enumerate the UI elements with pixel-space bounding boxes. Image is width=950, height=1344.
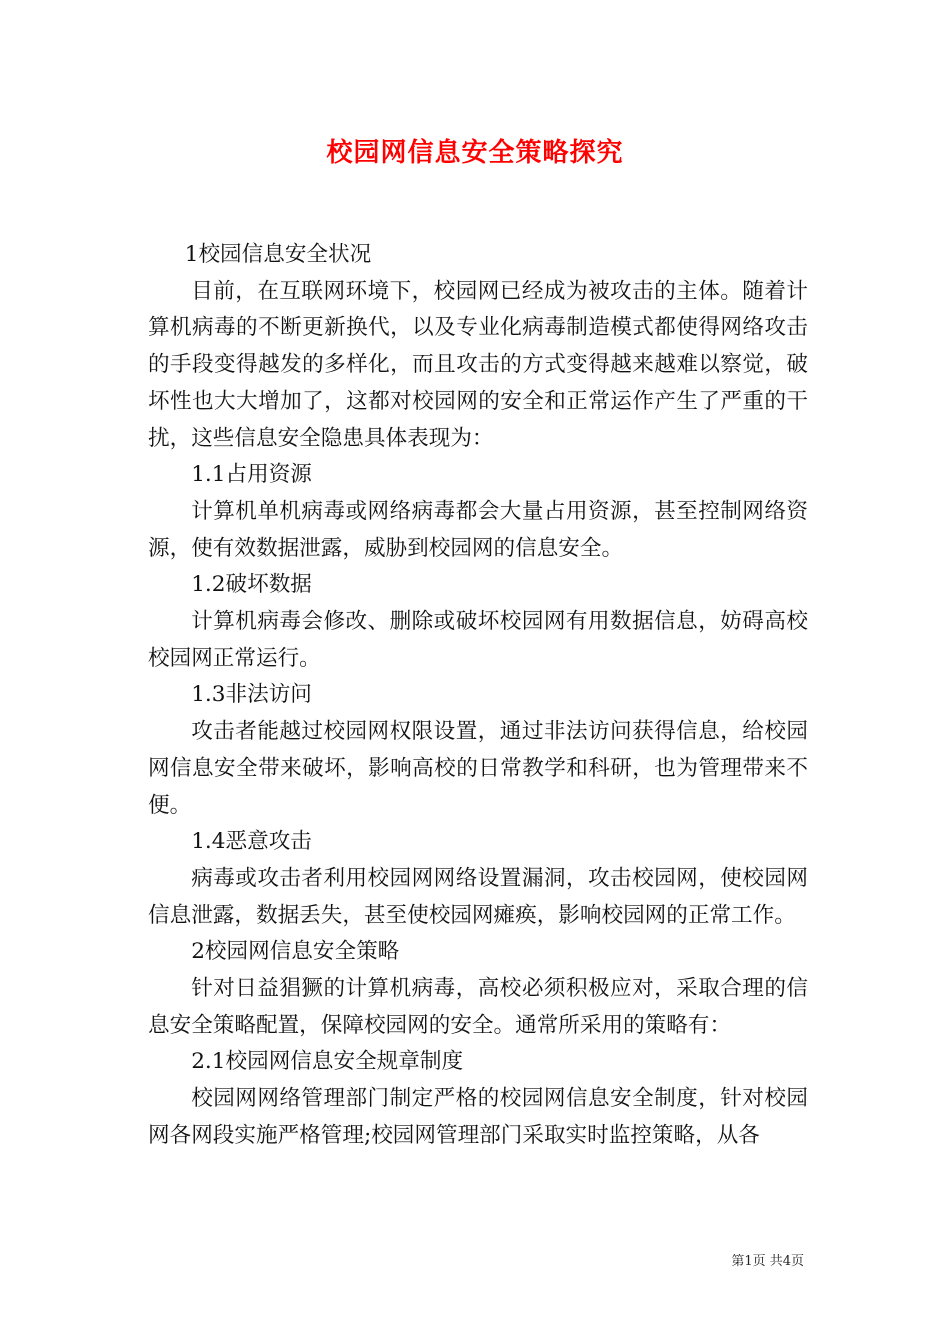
paragraph: 病毒或攻击者利用校园网网络设置漏洞，攻击校园网，使校园网信息泄露，数据丢失，甚至使校园网瘫痪，影响校园网的正常工作。: [148, 865, 808, 928]
document-body: [148, 237, 808, 1155]
paragraph: 目前，在互联网环境下，校园网已经成为被攻击的主体。随着计算机病毒的不断更新换代，以及专业化病毒制造模式都使得网络攻击的手段变得越发的多样化，而且攻击的方式变得越来越难以察觉，破坏性也大大增加了，这都对校园网的安全和正常运作产生了严重的干扰，这些信息安全隐患具体表现为：: [148, 278, 808, 451]
document-title: 校园网信息安全策略探究: [326, 138, 624, 168]
section-heading: 1.4恶意攻击: [191, 829, 312, 855]
section-heading: 2校园网信息安全策略: [191, 939, 400, 965]
section-heading: 1.2破坏数据: [191, 572, 312, 598]
section-heading: 2.1校园网信息安全规章制度: [191, 1049, 464, 1075]
section-heading: 1校园信息安全状况: [184, 242, 372, 267]
paragraph: 计算机单机病毒或网络病毒都会大量占用资源，甚至控制网络资源，使有效数据泄露，威胁到校园网的信息安全。: [148, 498, 808, 561]
paragraph: 针对日益猖獗的计算机病毒，高校必须积极应对，采取合理的信息安全策略配置，保障校园网的安全。通常所采用的策略有：: [148, 976, 808, 1038]
paragraph: 计算机病毒会修改、删除或破坏校园网有用数据信息，妨碍高校校园网正常运行。: [148, 609, 808, 671]
section-heading: 1.1占用资源: [191, 462, 312, 488]
paragraph: 校园网网络管理部门制定严格的校园网信息安全制度，针对校园网各网段实施严格管理;校园网管理部门采取实时监控策略，从各: [148, 1086, 808, 1148]
page-number: 第1页 共4页: [731, 1254, 804, 1269]
paragraph: 攻击者能越过校园网权限设置，通过非法访问获得信息，给校园网信息安全带来破坏，影响高校的日常教学和科研，也为管理带来不便。: [148, 719, 808, 818]
section-heading: 1.3非法访问: [191, 682, 312, 708]
